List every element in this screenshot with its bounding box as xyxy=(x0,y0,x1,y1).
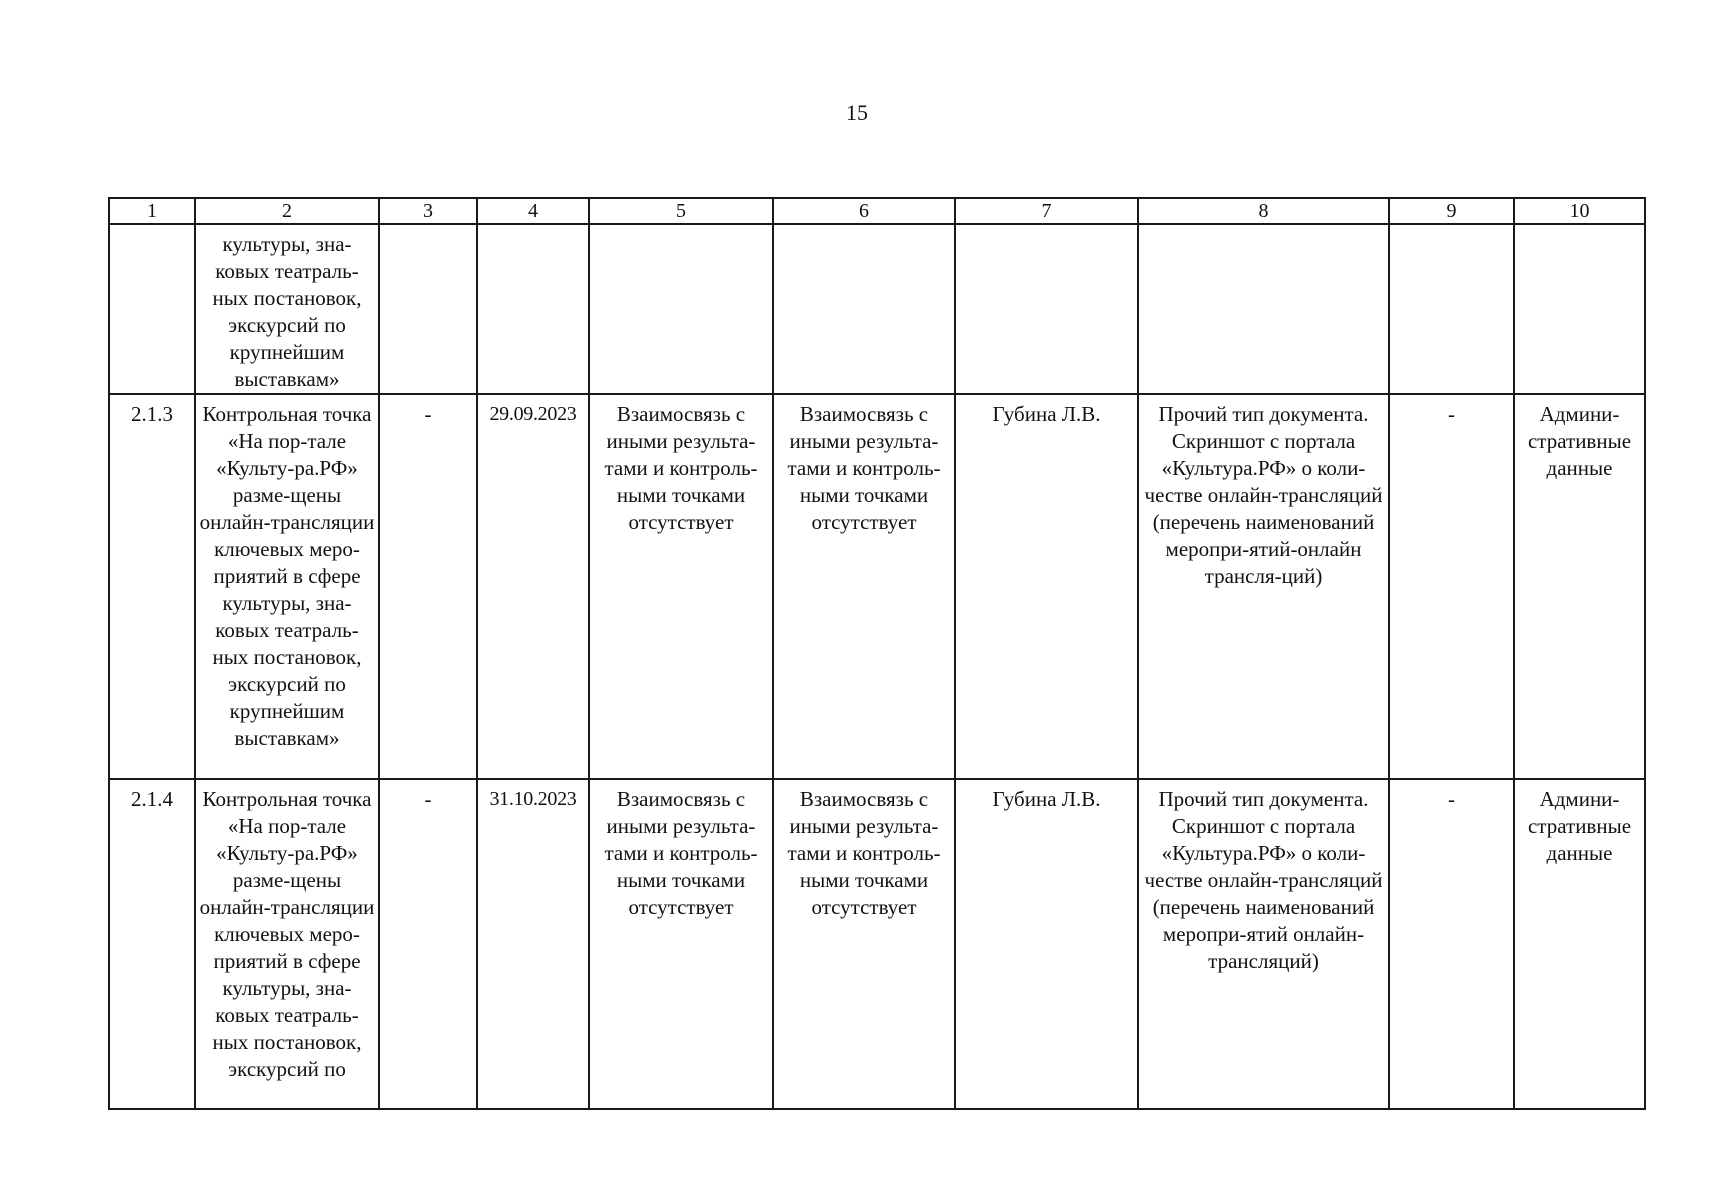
data-source: Админи-стративные данные xyxy=(1514,394,1645,779)
predecessor-links: Взаимосвязь с иными результа-тами и контроль-ными точками отсутствует xyxy=(589,779,773,1109)
header-cell-6: 6 xyxy=(773,198,955,224)
control-point-description: культуры, зна-ковых театраль-ных постановок, экскурсий по крупнейшим выставкам» xyxy=(195,224,379,394)
column-9-value xyxy=(1389,224,1514,394)
due-date: 31.10.2023 xyxy=(477,779,589,1109)
base-value: - xyxy=(379,779,477,1109)
predecessor-links: Взаимосвязь с иными результа-тами и контроль-ными точками отсутствует xyxy=(589,394,773,779)
control-point-description: Контрольная точка «На пор-тале «Культу-ра.РФ» разме-щены онлайн-трансляции ключевых меро-приятий в сфере культуры, зна-ковых театраль-ных постановок, экскурсий по крупнейшим выставкам» xyxy=(195,394,379,779)
predecessor-links xyxy=(589,224,773,394)
column-9-value: - xyxy=(1389,779,1514,1109)
header-cell-9: 9 xyxy=(1389,198,1514,224)
control-points-table xyxy=(108,197,1646,1110)
header-cell-5: 5 xyxy=(589,198,773,224)
table-row xyxy=(109,394,1645,779)
header-cell-7: 7 xyxy=(955,198,1138,224)
document-type xyxy=(1138,224,1389,394)
responsible-person: Губина Л.В. xyxy=(955,779,1138,1109)
header-cell-3: 3 xyxy=(379,198,477,224)
header-cell-8: 8 xyxy=(1138,198,1389,224)
header-row xyxy=(109,198,1645,224)
successor-links: Взаимосвязь с иными результа-тами и контроль-ными точками отсутствует xyxy=(773,394,955,779)
document-type: Прочий тип документа. Скриншот с портала «Культура.РФ» о коли-честве онлайн-трансляций (перечень наименований меропри-ятий-онлайн трансля-ций) xyxy=(1138,394,1389,779)
row-number: 2.1.3 xyxy=(109,394,195,779)
header-cell-2: 2 xyxy=(195,198,379,224)
responsible-person xyxy=(955,224,1138,394)
control-point-description: Контрольная точка «На пор-тале «Культу-ра.РФ» разме-щены онлайн-трансляции ключевых меро-приятий в сфере культуры, зна-ковых театраль-ных постановок, экскурсий по xyxy=(195,779,379,1109)
successor-links: Взаимосвязь с иными результа-тами и контроль-ными точками отсутствует xyxy=(773,779,955,1109)
document-type: Прочий тип документа. Скриншот с портала «Культура.РФ» о коли-честве онлайн-трансляций (перечень наименований меропри-ятий онлайн-трансляций) xyxy=(1138,779,1389,1109)
base-value xyxy=(379,224,477,394)
data-source xyxy=(1514,224,1645,394)
row-number xyxy=(109,224,195,394)
page-number: 15 xyxy=(846,100,868,125)
header-cell-10: 10 xyxy=(1514,198,1645,224)
due-date xyxy=(477,224,589,394)
due-date: 29.09.2023 xyxy=(477,394,589,779)
successor-links xyxy=(773,224,955,394)
table-row xyxy=(109,224,1645,394)
column-9-value: - xyxy=(1389,394,1514,779)
header-cell-4: 4 xyxy=(477,198,589,224)
base-value: - xyxy=(379,394,477,779)
table-row xyxy=(109,779,1645,1109)
row-number: 2.1.4 xyxy=(109,779,195,1109)
responsible-person: Губина Л.В. xyxy=(955,394,1138,779)
header-cell-1: 1 xyxy=(109,198,195,224)
data-source: Админи-стративные данные xyxy=(1514,779,1645,1109)
